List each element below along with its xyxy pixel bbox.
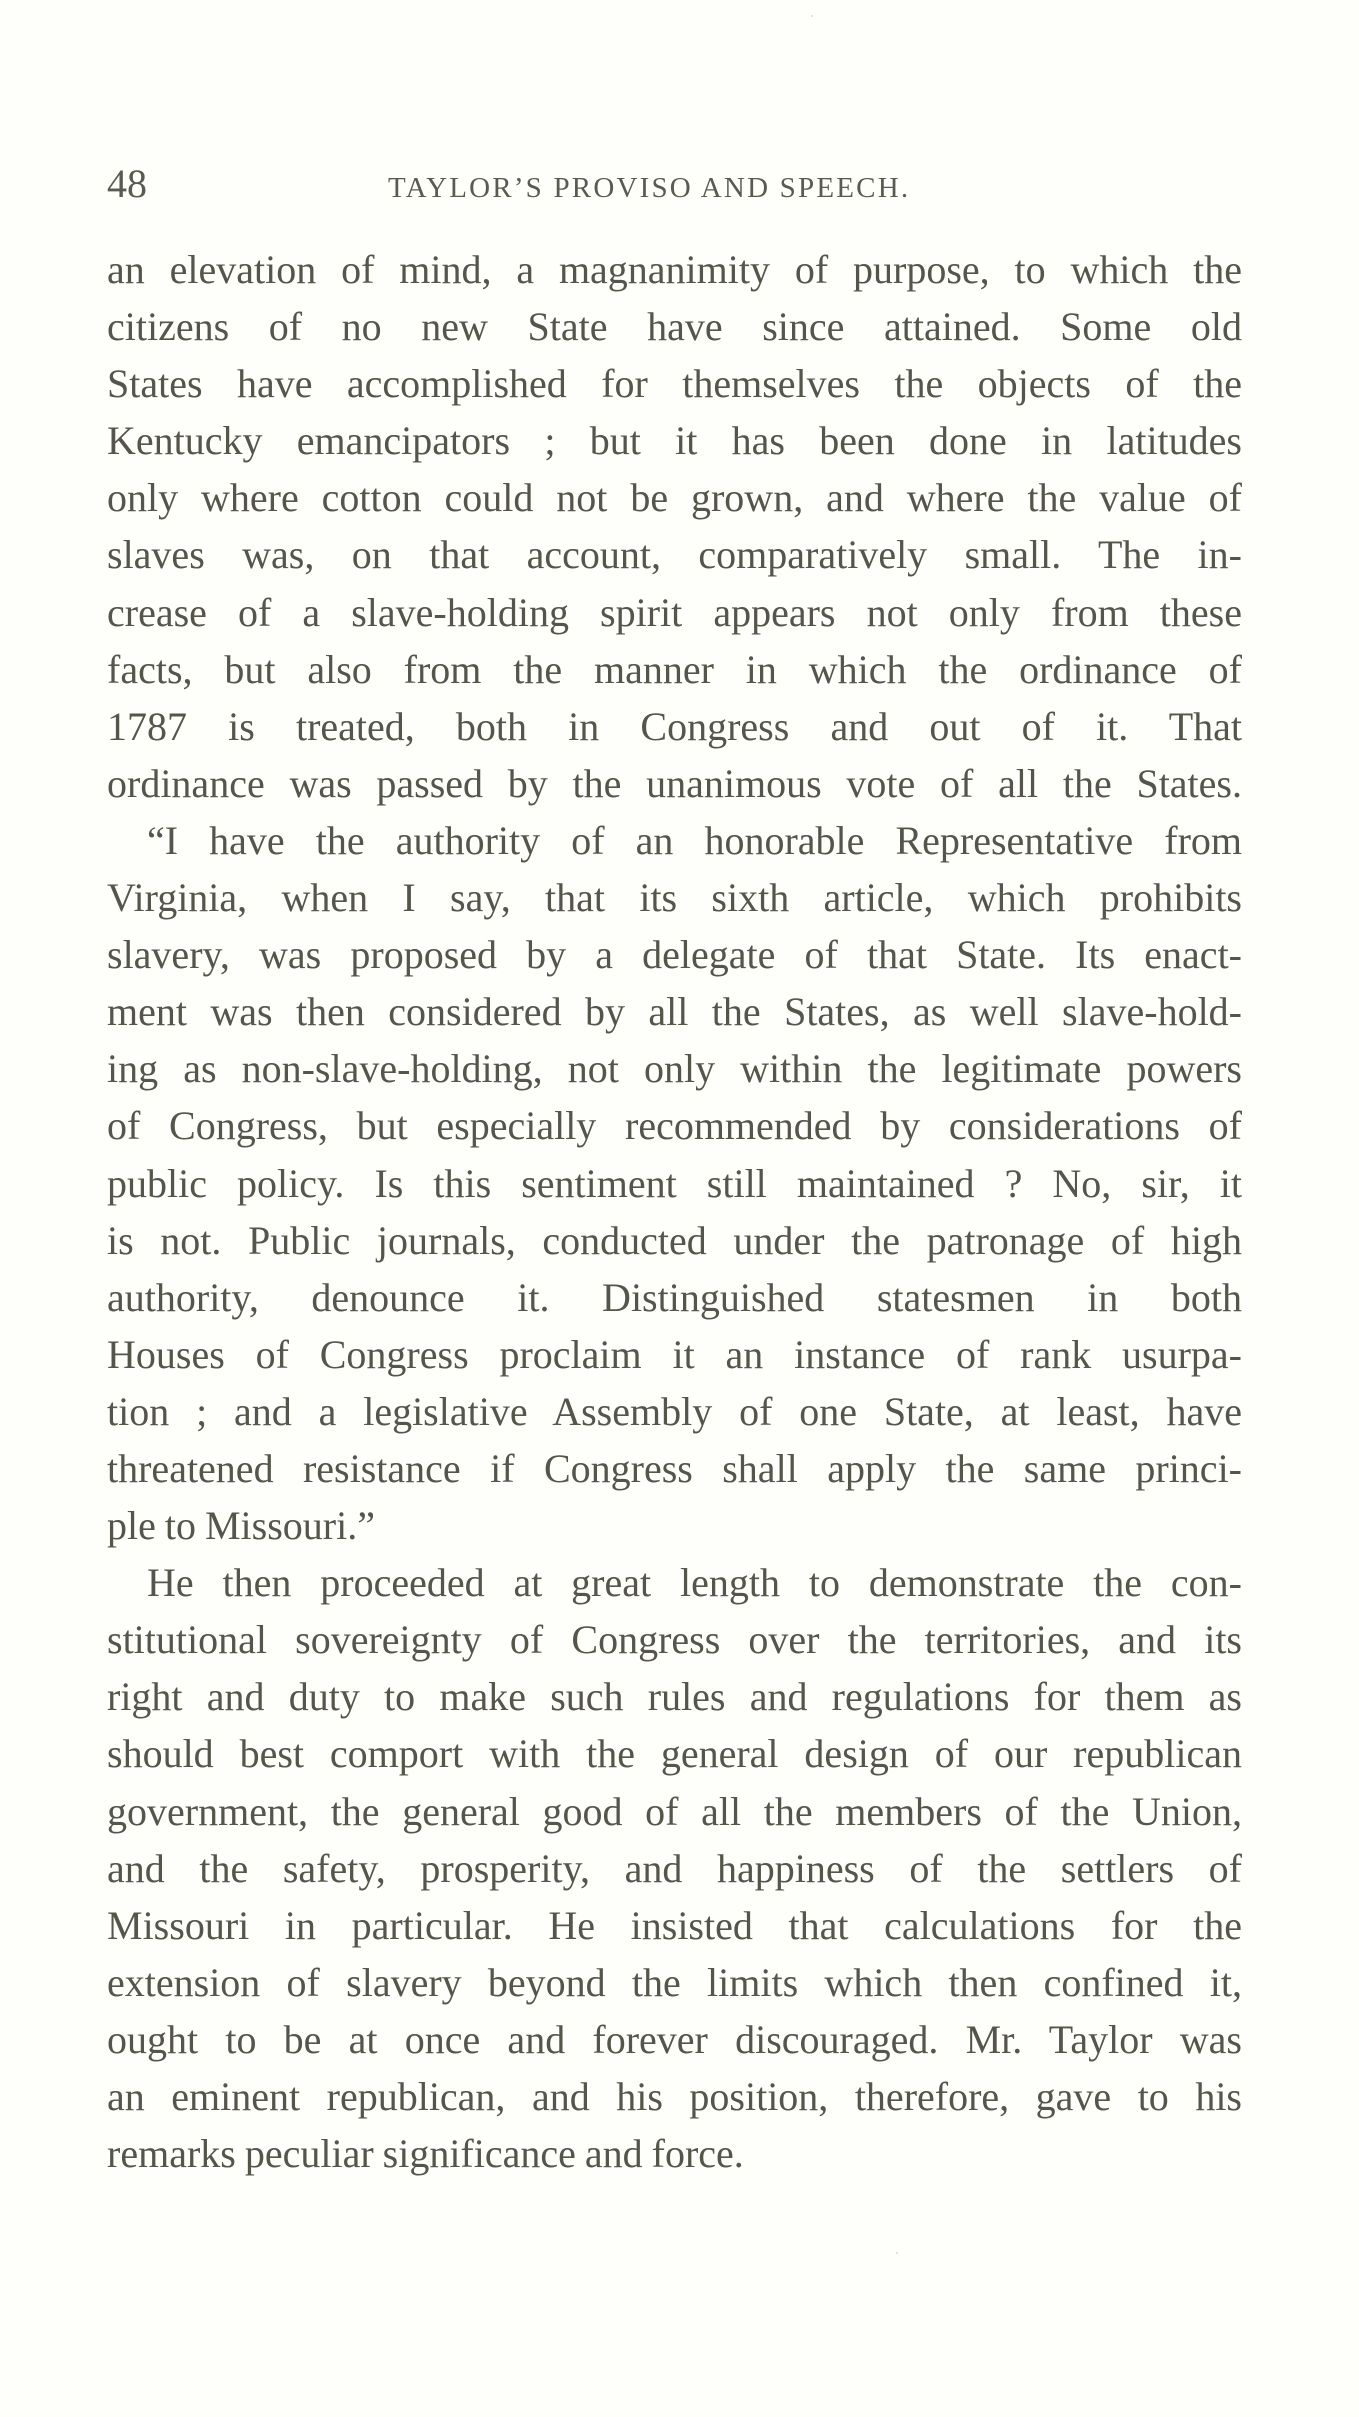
- body-text: [107, 241, 1242, 2182]
- text-line: and the safety, prosperity, and happiness of the settlers of: [107, 1845, 1242, 1891]
- text-line: ment was then considered by all the States, as well slave-hold-: [107, 989, 1242, 1035]
- text-line: ple to Missouri.”: [107, 1503, 375, 1549]
- paragraph-1: [107, 241, 1242, 812]
- text-line: an eminent republican, and his position, therefore, gave to his: [107, 2074, 1242, 2119]
- text-line: public policy. Is this sentiment still maintained ? No, sir, it: [107, 1160, 1242, 1206]
- page-number: 48: [107, 161, 147, 206]
- text-line: authority, denounce it. Distinguished statesmen in both: [107, 1274, 1242, 1320]
- page-header: [107, 160, 1242, 210]
- text-line: Kentucky emancipators ; but it has been done in latitudes: [107, 418, 1242, 464]
- text-line: extension of slavery beyond the limits which then confined it,: [107, 1959, 1242, 2005]
- text-line: ought to be at once and forever discouraged. Mr. Taylor was: [107, 2016, 1242, 2062]
- text-line: of Congress, but especially recommended by considerations of: [107, 1103, 1242, 1149]
- text-line: should best comport with the general design of our republican: [107, 1731, 1242, 1777]
- text-line: ordinance was passed by the unanimous vote of all the States.: [107, 760, 1242, 806]
- text-line: is not. Public journals, conducted under the patronage of high: [107, 1217, 1242, 1263]
- text-line: remarks peculiar significance and force.: [107, 2131, 744, 2177]
- text-line: tion ; and a legislative Assembly of one State, at least, have: [107, 1388, 1242, 1434]
- paper-speck: [811, 15, 813, 17]
- text-line: stitutional sovereignty of Congress over the territories, and its: [107, 1617, 1242, 1663]
- text-line: government, the general good of all the members of the Union,: [107, 1788, 1242, 1834]
- text-line: Virginia, when I say, that its sixth article, which prohibits: [107, 875, 1242, 921]
- paragraph-2-quotation: [107, 812, 1242, 1554]
- text-line: Missouri in particular. He insisted that calculations for the: [107, 1902, 1242, 1948]
- text-line: facts, but also from the manner in which the ordinance of: [107, 646, 1242, 692]
- text-line: slaves was, on that account, comparatively small. The in-: [107, 532, 1242, 578]
- running-title: TAYLOR’S PROVISO AND SPEECH.: [388, 172, 911, 204]
- text-line: ing as non-slave-holding, not only within the legitimate powers: [107, 1046, 1242, 1092]
- text-line: citizens of no new State have since attained. Some old: [107, 304, 1242, 350]
- text-line: only where cotton could not be grown, and where the value of: [107, 475, 1242, 521]
- text-line: slavery, was proposed by a delegate of that State. Its enact-: [107, 932, 1242, 978]
- text-line: threatened resistance if Congress shall apply the same princi-: [107, 1445, 1242, 1491]
- text-line: He then proceeded at great length to demonstrate the con-: [147, 1560, 1242, 1606]
- text-line: an elevation of mind, a magnanimity of purpose, to which the: [107, 247, 1242, 292]
- text-line: crease of a slave-holding spirit appears not only from these: [107, 589, 1242, 635]
- paragraph-3: [107, 1554, 1242, 2182]
- text-line: Houses of Congress proclaim it an instance of rank usurpa-: [107, 1331, 1242, 1377]
- text-line: States have accomplished for themselves the objects of the: [107, 361, 1242, 407]
- text-line: “I have the authority of an honorable Representative from: [147, 817, 1242, 863]
- paper-speck: [896, 2252, 898, 2254]
- text-line: right and duty to make such rules and regulations for them as: [107, 1674, 1242, 1720]
- text-line: 1787 is treated, both in Congress and out of it. That: [107, 703, 1242, 749]
